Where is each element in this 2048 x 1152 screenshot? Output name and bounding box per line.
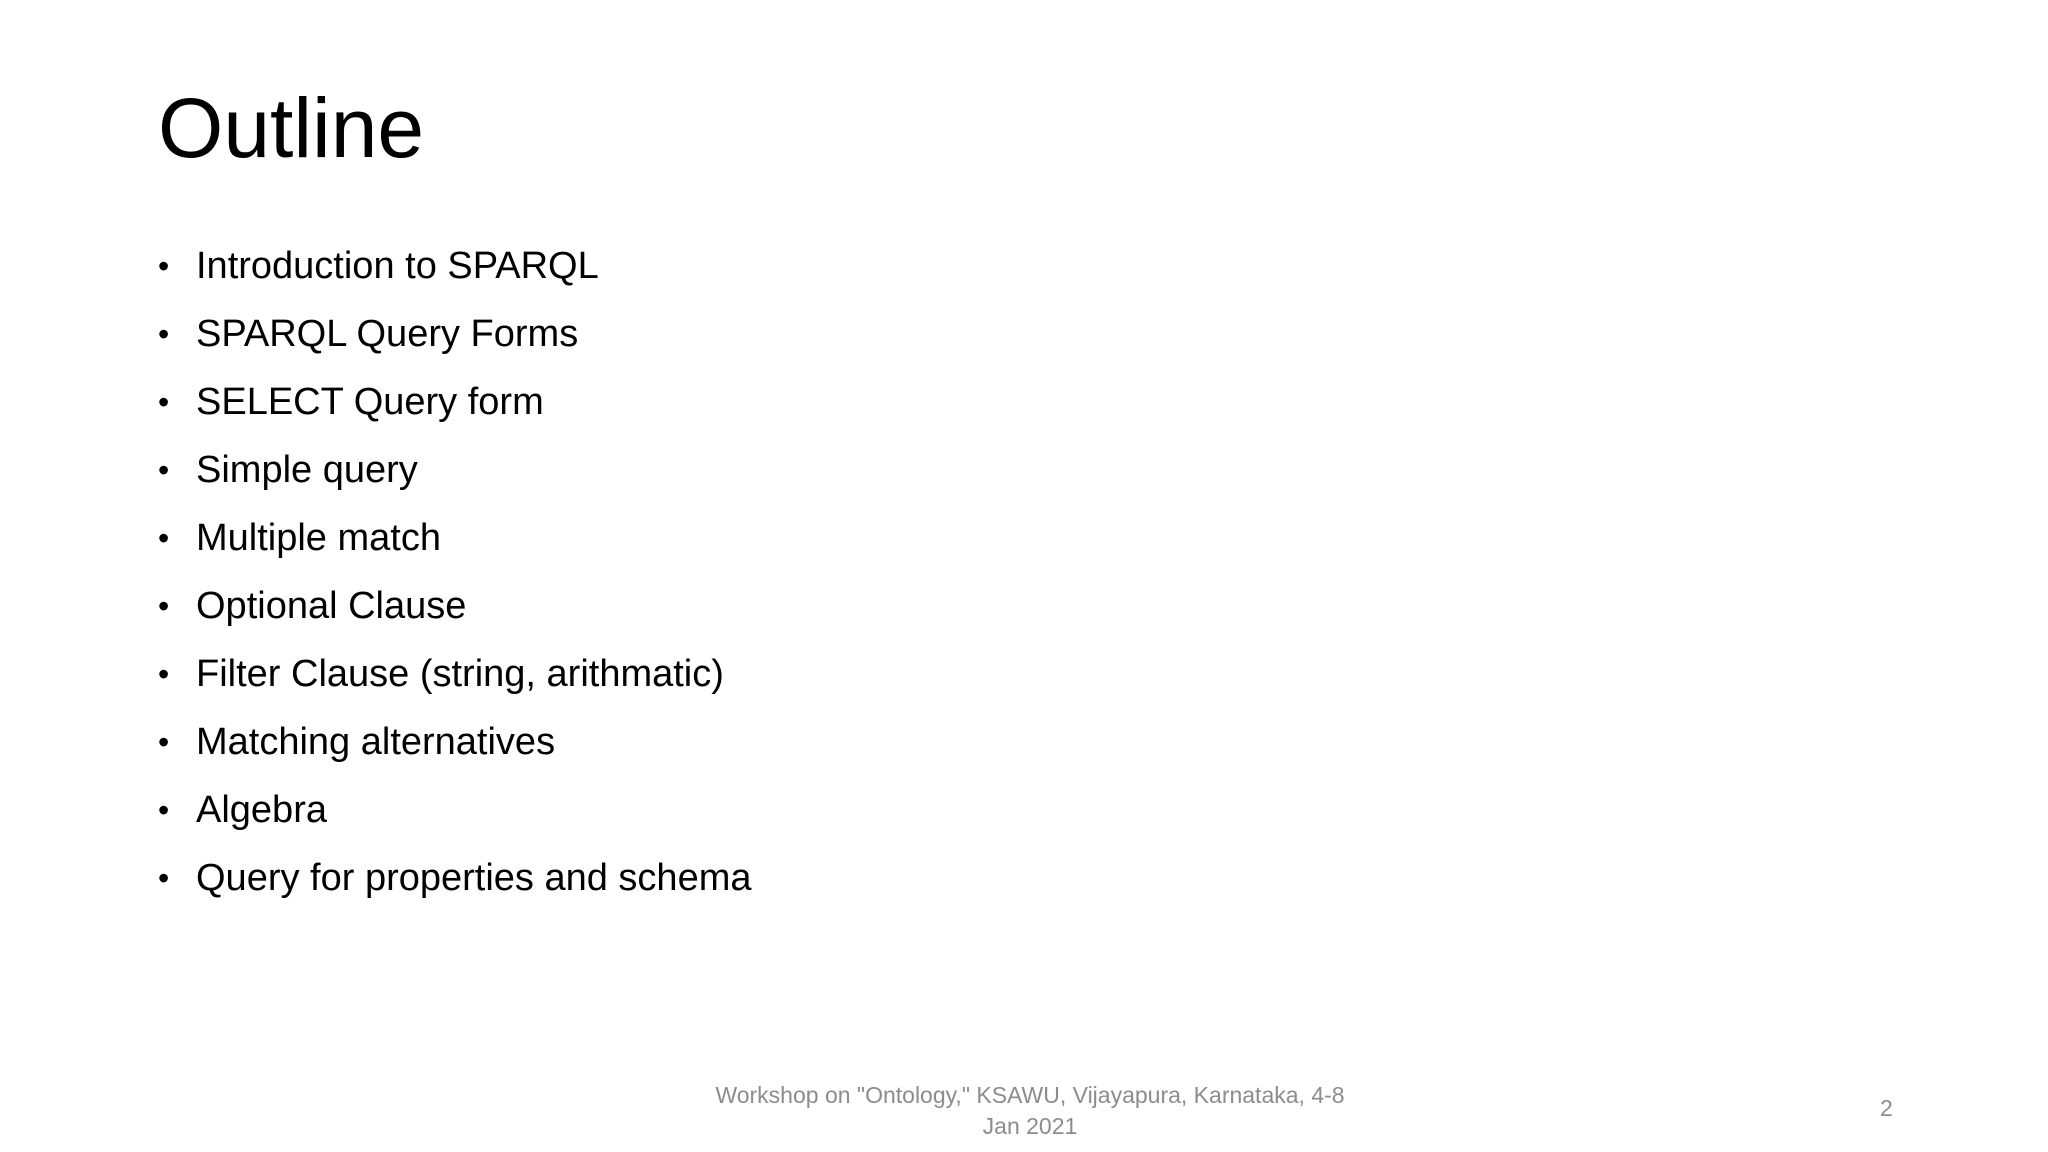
bullet-dot-icon: • [158, 383, 170, 420]
bullet-dot-icon: • [158, 859, 170, 896]
footer-line-2: Jan 2021 [982, 1113, 1078, 1139]
bullet-dot-icon: • [158, 655, 170, 692]
slide-title: Outline [158, 81, 425, 175]
list-item-text: Optional Clause [196, 584, 467, 627]
list-item-text: Matching alternatives [196, 720, 556, 763]
bullet-dot-icon: • [158, 587, 170, 624]
list-item [158, 232, 752, 300]
list-item [158, 572, 752, 640]
list-item [158, 640, 752, 708]
bullet-dot-icon: • [158, 519, 170, 556]
list-item-text: Query for properties and schema [196, 856, 752, 899]
list-item-text: SPARQL Query Forms [196, 312, 579, 355]
bullet-dot-icon: • [158, 791, 170, 828]
list-item [158, 436, 752, 504]
bullet-dot-icon: • [158, 451, 170, 488]
list-item-text: SELECT Query form [196, 380, 544, 423]
slide-number: 2 [1880, 1095, 1893, 1121]
list-item [158, 776, 752, 844]
list-item-text: Simple query [196, 448, 418, 491]
list-item [158, 368, 752, 436]
list-item [158, 504, 752, 572]
list-item-text: Algebra [196, 788, 327, 831]
list-item [158, 300, 752, 368]
bullet-dot-icon: • [158, 723, 170, 760]
footer-line-1: Workshop on "Ontology," KSAWU, Vijayapura, Karnataka, 4-8 [715, 1082, 1345, 1108]
bullet-list [158, 232, 752, 912]
list-item-text: Introduction to SPARQL [196, 244, 599, 287]
list-item-text: Multiple match [196, 516, 441, 559]
list-item-text: Filter Clause (string, arithmatic) [196, 652, 724, 695]
list-item [158, 708, 752, 776]
bullet-dot-icon: • [158, 315, 170, 352]
slide-footer [700, 1080, 1360, 1142]
bullet-dot-icon: • [158, 247, 170, 284]
list-item [158, 844, 752, 912]
